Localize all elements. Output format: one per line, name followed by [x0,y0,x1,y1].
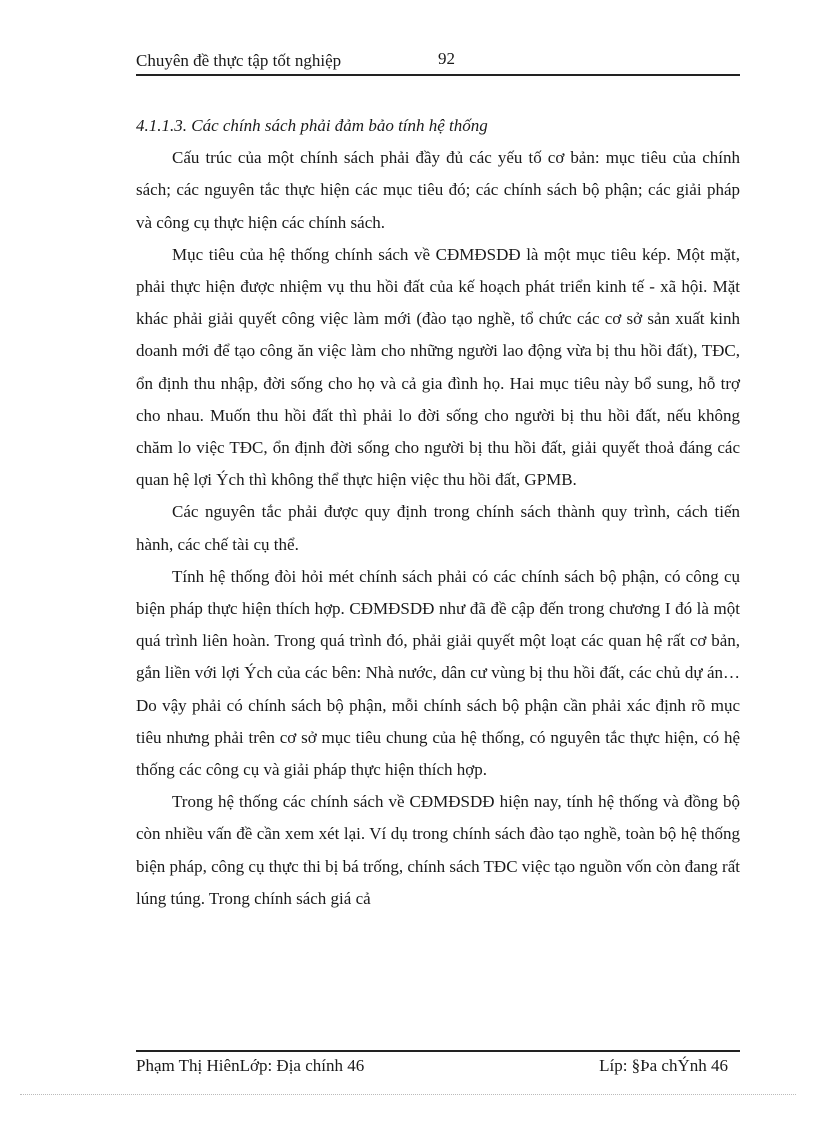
page-bottom-divider [20,1094,796,1095]
document-body [136,110,740,915]
section-title: 4.1.1.3. Các chính sách phải đảm bảo tính hệ thống [136,116,488,135]
footer-class: Líp: §Þa chÝnh 46 [599,1056,728,1075]
paragraph-4: Tính hệ thống đòi hỏi mét chính sách phải có các chính sách bộ phận, có công cụ biện pháp thực hiện thích hợp. CĐMĐSDĐ như đã đề cập đến trong chương I đó là một quá trình liên hoàn. Trong quá trình đó, phải giải quyết một loạt các quan hệ rất cơ bản, gắn liền với lợi Ých của các bên: Nhà nước, dân cư vùng bị thu hồi đất, các chủ dự án…Do vậy phải có chính sách bộ phận, mỗi chính sách bộ phận cần phải xác định rõ mục tiêu nhưng phải trên cơ sở mục tiêu chung của hệ thống, có nguyên tắc thực hiện, có hệ thống các công cụ và giải pháp thực hiện thích hợp. [136,566,740,780]
page-number: 92 [438,49,455,68]
page-footer [136,1050,740,1075]
page-header [136,48,740,76]
document-title: Chuyên đề thực tập tốt nghiệp [136,51,342,70]
paragraph-1: Cấu trúc của một chính sách phải đầy đủ các yếu tố cơ bản: mục tiêu của chính sách; các nguyên tắc thực hiện các mục tiêu đó; các chính sách bộ phận; các giải pháp và công cụ thực hiện các chính sách. [136,148,740,232]
paragraph-3: Các nguyên tắc phải được quy định trong chính sách thành quy trình, cách tiến hành, các chế tài cụ thể. [136,502,740,554]
footer-author: Phạm Thị HiênLớp: Địa chính 46 [136,1056,365,1075]
paragraph-2: Mục tiêu của hệ thống chính sách về CĐMĐSDĐ là một mục tiêu kép. Một mặt, phải thực hiện được nhiệm vụ thu hồi đất của kế hoạch phát triển kinh tế - xã hội. Mặt khác phải giải quyết công việc làm mới (đào tạo nghề, tổ chức các cơ sở sản xuất kinh doanh mới để tạo công ăn việc làm cho những người lao động vừa bị thu hồi đất), TĐC, ổn định thu nhập, đời sống cho họ và cả gia đình họ. Hai mục tiêu này bổ sung, hỗ trợ cho nhau. Muốn thu hồi đất thì phải lo đời sống cho người bị thu hồi đất, nếu không chăm lo việc TĐC, ổn định đời sống cho người bị thu hồi đất, giải quyết thoả đáng các quan hệ lợi Ých thì không thể thực hiện việc thu hồi đất, GPMB. [136,244,740,490]
paragraph-5: Trong hệ thống các chính sách về CĐMĐSDĐ hiện nay, tính hệ thống và đồng bộ còn nhiều vấn đề cần xem xét lại. Ví dụ trong chính sách đào tạo nghề, toàn bộ hệ thống biện pháp, công cụ thực thi bị bá trống, chính sách TĐC việc tạo nguồn vốn còn đang rất lúng túng. Trong chính sách giá cả [136,792,740,908]
